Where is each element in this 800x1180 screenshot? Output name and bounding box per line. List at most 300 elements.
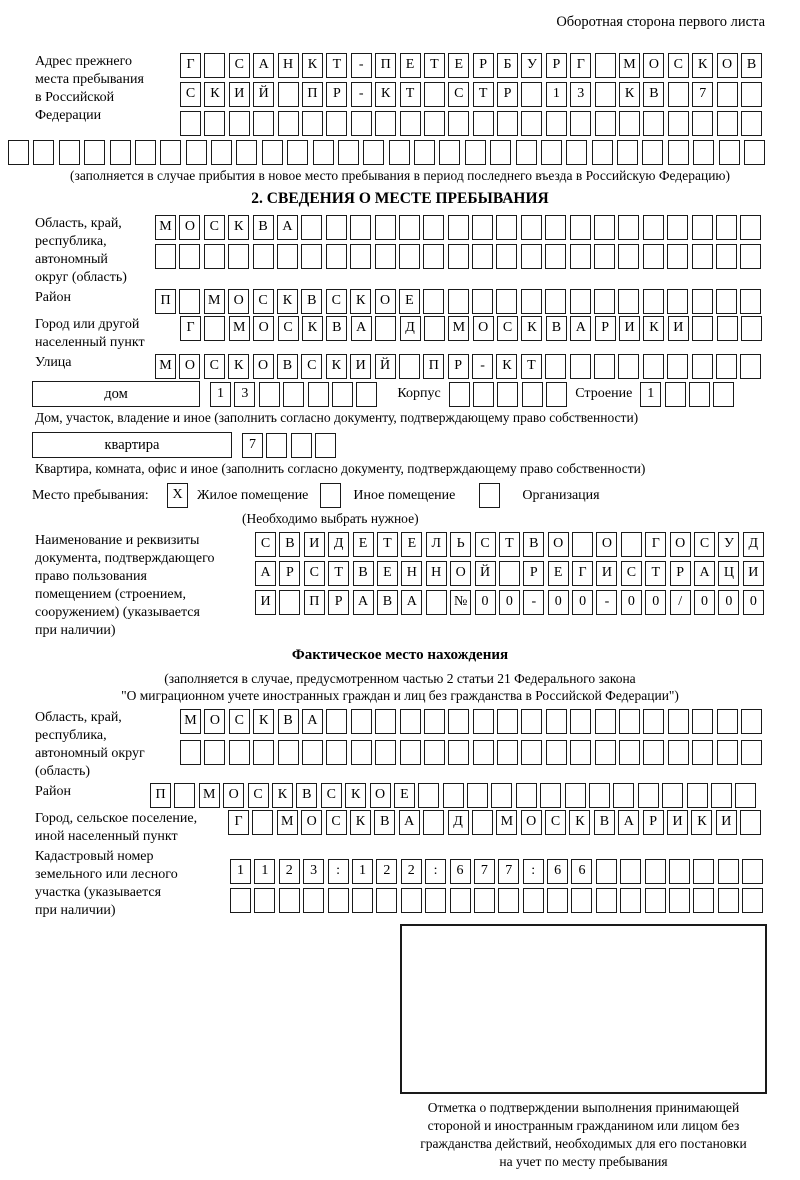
char-cell bbox=[740, 215, 761, 240]
char-cell bbox=[540, 783, 561, 808]
char-cell bbox=[277, 244, 298, 269]
char-cell: С bbox=[304, 561, 325, 586]
char-cell bbox=[547, 888, 568, 913]
char-cell bbox=[8, 140, 29, 165]
char-cell bbox=[595, 740, 616, 765]
prev-address-note: (заполняется в случае прибытия в новое место пребывания в период последнего въезда в Российскую Федерацию) bbox=[69, 168, 731, 183]
char-cell bbox=[717, 709, 738, 734]
char-cell: : bbox=[425, 859, 446, 884]
char-cell: В bbox=[546, 316, 567, 341]
char-cell: В bbox=[523, 532, 544, 557]
char-cell: К bbox=[521, 316, 542, 341]
char-cell: Й bbox=[253, 82, 274, 107]
char-cell: 2 bbox=[376, 859, 397, 884]
char-cell bbox=[619, 111, 640, 136]
char-cell bbox=[713, 382, 734, 407]
char-cell: Е bbox=[548, 561, 569, 586]
char-cell bbox=[692, 354, 713, 379]
char-cell bbox=[565, 783, 586, 808]
char-cell: Е bbox=[448, 53, 469, 78]
char-cell: 1 bbox=[254, 859, 275, 884]
char-cell: Р bbox=[523, 561, 544, 586]
char-cell bbox=[692, 244, 713, 269]
apartment-type-box: квартира bbox=[32, 432, 232, 458]
char-cell bbox=[668, 82, 689, 107]
char-cell: - bbox=[351, 82, 372, 107]
char-cell bbox=[667, 244, 688, 269]
char-cell: Т bbox=[424, 53, 445, 78]
char-cell bbox=[643, 354, 664, 379]
char-cell bbox=[423, 215, 444, 240]
char-cell bbox=[516, 140, 537, 165]
apartment-number-cells bbox=[242, 433, 336, 458]
char-cell bbox=[229, 111, 250, 136]
char-cell: Р bbox=[497, 82, 518, 107]
char-cell: С bbox=[248, 783, 269, 808]
char-cell bbox=[308, 382, 329, 407]
char-cell bbox=[594, 244, 615, 269]
char-cell bbox=[474, 888, 495, 913]
char-cell bbox=[252, 810, 273, 835]
cadastral-row-2 bbox=[230, 888, 763, 913]
char-cell bbox=[497, 111, 518, 136]
char-cell bbox=[278, 111, 299, 136]
confirmation-mark-box bbox=[400, 924, 767, 1094]
char-cell bbox=[719, 140, 740, 165]
char-cell bbox=[742, 859, 763, 884]
char-cell bbox=[278, 740, 299, 765]
char-cell: 0 bbox=[548, 590, 569, 615]
char-cell: В bbox=[377, 590, 398, 615]
char-cell bbox=[418, 783, 439, 808]
korpus-label: Корпус bbox=[397, 386, 441, 401]
char-cell: 7 bbox=[692, 82, 713, 107]
stay-option-residential-label: Жилое помещение bbox=[197, 487, 309, 503]
char-cell: Р bbox=[328, 590, 349, 615]
char-cell bbox=[326, 244, 347, 269]
char-cell bbox=[497, 709, 518, 734]
char-cell bbox=[278, 82, 299, 107]
char-cell bbox=[400, 740, 421, 765]
char-cell: С bbox=[326, 810, 347, 835]
char-cell bbox=[443, 783, 464, 808]
char-cell: И bbox=[350, 354, 371, 379]
char-cell bbox=[400, 111, 421, 136]
char-cell: С bbox=[253, 289, 274, 314]
char-cell bbox=[338, 140, 359, 165]
char-cell bbox=[645, 859, 666, 884]
char-cell bbox=[356, 382, 377, 407]
char-cell: Б bbox=[497, 53, 518, 78]
korpus-cells bbox=[449, 382, 568, 407]
char-cell: П bbox=[423, 354, 444, 379]
char-cell bbox=[638, 783, 659, 808]
char-cell bbox=[448, 740, 469, 765]
confirmation-mark-caption: Отметка о подтверждении выполнения принимающей стороной и иностранным гражданином или лицом без гражданства действий, необходимых для его постановки на учет по месту пребывания bbox=[420, 1100, 747, 1169]
char-cell: В bbox=[741, 53, 762, 78]
char-cell: О bbox=[253, 316, 274, 341]
char-cell: Р bbox=[546, 53, 567, 78]
char-cell: С bbox=[229, 53, 250, 78]
char-cell bbox=[351, 740, 372, 765]
house-number-row bbox=[32, 381, 765, 407]
district-field bbox=[35, 289, 765, 314]
cadastral-field bbox=[35, 848, 765, 920]
char-cell: С bbox=[448, 82, 469, 107]
char-cell bbox=[473, 709, 494, 734]
char-cell: М bbox=[496, 810, 517, 835]
actual-region-row-2 bbox=[180, 740, 762, 765]
char-cell: С bbox=[204, 215, 225, 240]
char-cell bbox=[668, 709, 689, 734]
char-cell bbox=[717, 82, 738, 107]
char-cell bbox=[595, 82, 616, 107]
char-cell: М bbox=[229, 316, 250, 341]
char-cell bbox=[594, 354, 615, 379]
char-cell bbox=[570, 740, 591, 765]
char-cell bbox=[352, 888, 373, 913]
char-cell bbox=[326, 740, 347, 765]
char-cell bbox=[546, 111, 567, 136]
char-cell: С bbox=[621, 561, 642, 586]
char-cell bbox=[521, 244, 542, 269]
char-cell bbox=[744, 140, 765, 165]
char-cell: - bbox=[596, 590, 617, 615]
char-cell bbox=[449, 382, 470, 407]
document-row-3 bbox=[255, 590, 764, 615]
char-cell bbox=[301, 244, 322, 269]
settlement-field bbox=[35, 810, 765, 846]
char-cell bbox=[618, 354, 639, 379]
char-cell: И bbox=[668, 316, 689, 341]
char-cell bbox=[617, 140, 638, 165]
char-cell bbox=[595, 709, 616, 734]
char-cell bbox=[351, 709, 372, 734]
char-cell: В bbox=[643, 82, 664, 107]
char-cell bbox=[313, 140, 334, 165]
char-cell bbox=[669, 888, 690, 913]
char-cell: И bbox=[667, 810, 688, 835]
char-cell bbox=[375, 215, 396, 240]
stay-option-organization-label: Организация bbox=[522, 487, 600, 503]
char-cell: Е bbox=[401, 532, 422, 557]
section2-title: 2. СВЕДЕНИЯ О МЕСТЕ ПРЕБЫВАНИЯ bbox=[251, 190, 549, 207]
char-cell: М bbox=[204, 289, 225, 314]
char-cell bbox=[523, 888, 544, 913]
char-cell bbox=[596, 888, 617, 913]
char-cell bbox=[254, 888, 275, 913]
char-cell: Г bbox=[180, 316, 201, 341]
char-cell bbox=[110, 140, 131, 165]
char-cell bbox=[570, 709, 591, 734]
house-note: Дом, участок, владение и иное (заполнить согласно документу, подтверждающему право собственности) bbox=[35, 410, 639, 425]
char-cell bbox=[204, 111, 225, 136]
char-cell bbox=[643, 111, 664, 136]
char-cell bbox=[592, 140, 613, 165]
char-cell: С bbox=[204, 354, 225, 379]
char-cell bbox=[618, 289, 639, 314]
char-cell bbox=[521, 215, 542, 240]
char-cell bbox=[424, 111, 445, 136]
street-field bbox=[35, 354, 765, 379]
char-cell bbox=[399, 244, 420, 269]
char-cell bbox=[303, 888, 324, 913]
char-cell bbox=[472, 810, 493, 835]
char-cell bbox=[179, 289, 200, 314]
char-cell: Т bbox=[326, 53, 347, 78]
char-cell: К bbox=[204, 82, 225, 107]
char-cell bbox=[717, 316, 738, 341]
char-cell: : bbox=[328, 859, 349, 884]
char-cell bbox=[450, 888, 471, 913]
char-cell: Ц bbox=[718, 561, 739, 586]
char-cell bbox=[283, 382, 304, 407]
char-cell bbox=[279, 888, 300, 913]
char-cell bbox=[315, 433, 336, 458]
char-cell: 1 bbox=[210, 382, 231, 407]
char-cell: 7 bbox=[474, 859, 495, 884]
char-cell bbox=[668, 111, 689, 136]
char-cell bbox=[692, 289, 713, 314]
char-cell: Т bbox=[377, 532, 398, 557]
char-cell: Т bbox=[473, 82, 494, 107]
char-cell bbox=[692, 709, 713, 734]
char-cell: В bbox=[353, 561, 374, 586]
char-cell: В bbox=[301, 289, 322, 314]
char-cell bbox=[326, 111, 347, 136]
char-cell bbox=[667, 215, 688, 240]
char-cell bbox=[465, 140, 486, 165]
char-cell: К bbox=[272, 783, 293, 808]
char-cell bbox=[279, 590, 300, 615]
char-cell: В bbox=[277, 354, 298, 379]
char-cell: Д bbox=[743, 532, 764, 557]
document-label: Наименование и реквизиты документа, подтверждающего право пользования помещением (строением, сооружением) (указывается при наличии) bbox=[35, 533, 215, 638]
char-cell bbox=[662, 783, 683, 808]
char-cell bbox=[160, 140, 181, 165]
cadastral-label: Кадастровый номер земельного или лесного участка (указывается при наличии) bbox=[35, 849, 178, 918]
char-cell: Р bbox=[279, 561, 300, 586]
char-cell: Е bbox=[400, 53, 421, 78]
char-cell bbox=[439, 140, 460, 165]
document-row-2 bbox=[255, 561, 764, 586]
char-cell bbox=[204, 740, 225, 765]
char-cell: К bbox=[350, 810, 371, 835]
char-cell bbox=[570, 354, 591, 379]
actual-location-note: (заполняется в случае, предусмотренном частью 2 статьи 21 Федерального закона "О миграционном учете иностранных граждан и лиц без гражданства в Российской Федерации") bbox=[121, 671, 679, 703]
char-cell: Л bbox=[426, 532, 447, 557]
char-cell: 0 bbox=[645, 590, 666, 615]
stay-option-residential-checkbox: X bbox=[167, 483, 188, 508]
char-cell bbox=[399, 215, 420, 240]
prev-address-row-1 bbox=[180, 53, 762, 78]
char-cell bbox=[448, 289, 469, 314]
char-cell bbox=[619, 709, 640, 734]
char-cell: С bbox=[545, 810, 566, 835]
char-cell: 7 bbox=[498, 859, 519, 884]
char-cell bbox=[400, 709, 421, 734]
char-cell bbox=[135, 140, 156, 165]
street-label: Улица bbox=[35, 355, 72, 370]
char-cell: А bbox=[694, 561, 715, 586]
char-cell bbox=[259, 382, 280, 407]
char-cell: Н bbox=[401, 561, 422, 586]
char-cell: Р bbox=[643, 810, 664, 835]
char-cell bbox=[204, 53, 225, 78]
char-cell bbox=[545, 354, 566, 379]
char-cell: П bbox=[304, 590, 325, 615]
char-cell bbox=[618, 244, 639, 269]
char-cell: 1 bbox=[640, 382, 661, 407]
city-field bbox=[35, 316, 765, 352]
char-cell bbox=[692, 316, 713, 341]
char-cell bbox=[687, 783, 708, 808]
char-cell: Т bbox=[499, 532, 520, 557]
char-cell: 6 bbox=[571, 859, 592, 884]
char-cell: И bbox=[596, 561, 617, 586]
char-cell: Д bbox=[328, 532, 349, 557]
actual-region-row-1 bbox=[180, 709, 762, 734]
char-cell bbox=[180, 111, 201, 136]
char-cell: М bbox=[180, 709, 201, 734]
char-cell bbox=[545, 215, 566, 240]
char-cell: О bbox=[179, 354, 200, 379]
char-cell: Т bbox=[400, 82, 421, 107]
char-cell bbox=[350, 244, 371, 269]
char-cell: К bbox=[619, 82, 640, 107]
char-cell bbox=[689, 382, 710, 407]
char-cell bbox=[302, 111, 323, 136]
char-cell: Р bbox=[670, 561, 691, 586]
char-cell: - bbox=[351, 53, 372, 78]
char-cell bbox=[425, 888, 446, 913]
char-cell bbox=[717, 740, 738, 765]
char-cell bbox=[496, 244, 517, 269]
char-cell bbox=[424, 82, 445, 107]
char-cell: С bbox=[255, 532, 276, 557]
char-cell bbox=[645, 888, 666, 913]
char-cell bbox=[84, 140, 105, 165]
char-cell: К bbox=[345, 783, 366, 808]
char-cell: 1 bbox=[546, 82, 567, 107]
char-cell bbox=[472, 215, 493, 240]
char-cell: К bbox=[692, 53, 713, 78]
city-label: Город или другой населенный пункт bbox=[35, 317, 145, 350]
char-cell bbox=[740, 289, 761, 314]
char-cell: Н bbox=[426, 561, 447, 586]
char-cell: А bbox=[302, 709, 323, 734]
char-cell bbox=[490, 140, 511, 165]
char-cell bbox=[302, 740, 323, 765]
char-cell bbox=[716, 354, 737, 379]
char-cell bbox=[595, 53, 616, 78]
char-cell: А bbox=[255, 561, 276, 586]
char-cell bbox=[741, 82, 762, 107]
region-row-2 bbox=[155, 244, 761, 269]
char-cell: С bbox=[278, 316, 299, 341]
char-cell bbox=[718, 859, 739, 884]
char-cell bbox=[741, 111, 762, 136]
char-cell bbox=[424, 740, 445, 765]
char-cell bbox=[693, 140, 714, 165]
char-cell: В bbox=[594, 810, 615, 835]
char-cell: П bbox=[375, 53, 396, 78]
char-cell: О bbox=[473, 316, 494, 341]
char-cell: О bbox=[301, 810, 322, 835]
char-cell bbox=[594, 289, 615, 314]
char-cell bbox=[424, 316, 445, 341]
district-row bbox=[155, 289, 761, 314]
char-cell: И bbox=[716, 810, 737, 835]
char-cell bbox=[253, 244, 274, 269]
char-cell: Й bbox=[475, 561, 496, 586]
char-cell bbox=[291, 433, 312, 458]
char-cell: М bbox=[619, 53, 640, 78]
char-cell bbox=[546, 709, 567, 734]
char-cell bbox=[643, 244, 664, 269]
char-cell bbox=[740, 244, 761, 269]
char-cell: О bbox=[253, 354, 274, 379]
char-cell: № bbox=[450, 590, 471, 615]
char-cell bbox=[741, 740, 762, 765]
char-cell: С bbox=[301, 354, 322, 379]
actual-district-label: Район bbox=[35, 784, 71, 799]
char-cell: А bbox=[351, 316, 372, 341]
char-cell: О bbox=[370, 783, 391, 808]
char-cell: А bbox=[401, 590, 422, 615]
house-number-cells bbox=[210, 382, 377, 407]
char-cell bbox=[521, 740, 542, 765]
char-cell: В bbox=[253, 215, 274, 240]
char-cell bbox=[375, 111, 396, 136]
char-cell bbox=[692, 111, 713, 136]
char-cell bbox=[742, 888, 763, 913]
char-cell: М bbox=[448, 316, 469, 341]
char-cell bbox=[253, 111, 274, 136]
char-cell bbox=[496, 215, 517, 240]
region-field bbox=[35, 215, 765, 287]
char-cell: 0 bbox=[475, 590, 496, 615]
char-cell: М bbox=[199, 783, 220, 808]
house-type-box: дом bbox=[32, 381, 200, 407]
char-cell: И bbox=[229, 82, 250, 107]
char-cell bbox=[499, 561, 520, 586]
char-cell bbox=[571, 888, 592, 913]
char-cell bbox=[326, 215, 347, 240]
char-cell: И bbox=[304, 532, 325, 557]
char-cell: О bbox=[670, 532, 691, 557]
char-cell bbox=[692, 740, 713, 765]
char-cell bbox=[363, 140, 384, 165]
char-cell: 0 bbox=[718, 590, 739, 615]
char-cell bbox=[570, 289, 591, 314]
char-cell bbox=[179, 244, 200, 269]
char-cell: 1 bbox=[230, 859, 251, 884]
char-cell bbox=[693, 859, 714, 884]
char-cell: 7 bbox=[242, 433, 263, 458]
char-cell bbox=[204, 316, 225, 341]
char-cell: Г bbox=[228, 810, 249, 835]
char-cell: 0 bbox=[572, 590, 593, 615]
char-cell: В bbox=[326, 316, 347, 341]
char-cell: Д bbox=[448, 810, 469, 835]
char-cell bbox=[570, 111, 591, 136]
char-cell: С bbox=[497, 316, 518, 341]
char-cell: К bbox=[302, 316, 323, 341]
char-cell bbox=[423, 289, 444, 314]
char-cell bbox=[473, 111, 494, 136]
char-cell bbox=[572, 532, 593, 557]
